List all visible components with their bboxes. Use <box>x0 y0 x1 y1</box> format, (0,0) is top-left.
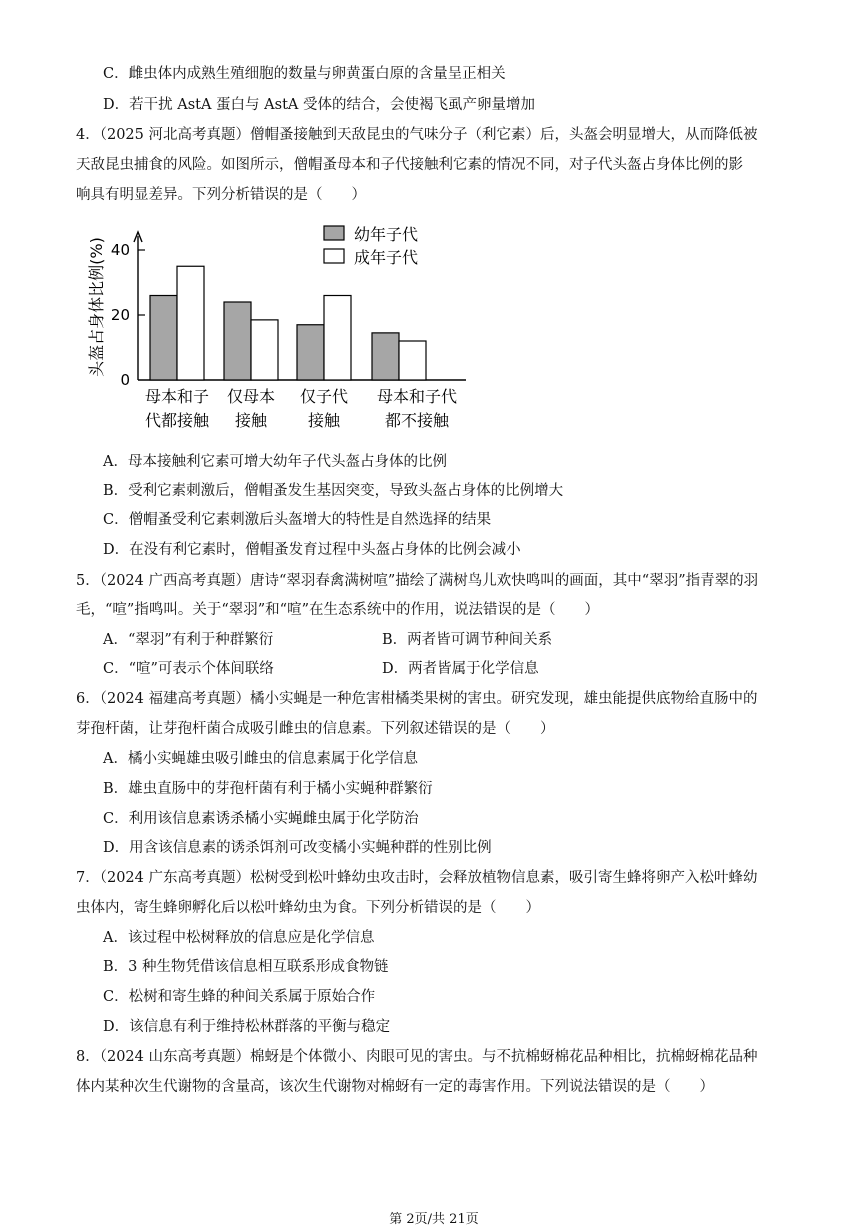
y-tick-label: 0 <box>120 371 130 389</box>
q7-stem-line2: 虫体内，寄生蜂卵孵化后以松叶蜂幼虫为食。下列分析错误的是（ ） <box>76 900 540 916</box>
q4-stem-line1: 4．（2025 河北高考真题）僧帽蚤接触到天敌昆虫的气味分子（利它素）后，头盔会明显增大，从而降低被 <box>76 127 758 143</box>
q4-option-a: A．母本接触利它素可增大幼年子代头盔占身体的比例 <box>103 454 447 470</box>
q5-stem-line1: 5．（2024 广西高考真题）唐诗“翠羽春禽满树喧”描绘了满树鸟儿欢快鸣叫的画面，其中“翠羽”指青翠的羽 <box>76 573 759 589</box>
x-tick-label: 母本和子 <box>144 387 210 406</box>
q6-option-a: A．橘小实蝇雄虫吸引雌虫的信息素属于化学信息 <box>103 751 418 767</box>
q7-option-d: D．该信息有利于维持松林群落的平衡与稳定 <box>103 1019 391 1035</box>
x-tick-label: 母本和子代 <box>376 387 458 406</box>
legend-swatch <box>324 249 344 263</box>
y-axis-label: 头盔占身体比例(%) <box>87 237 106 377</box>
q4-option-b: B．受利它素刺激后，僧帽蚤发生基因突变，导致头盔占身体的比例增大 <box>103 483 564 499</box>
prev-option-c: C．雌虫体内成熟生殖细胞的数量与卵黄蛋白原的含量呈正相关 <box>103 66 506 82</box>
q6-option-d: D．用含该信息素的诱杀饵剂可改变橘小实蝇种群的性别比例 <box>103 840 492 856</box>
q6-stem-line1: 6．（2024 福建高考真题）橘小实蝇是一种危害柑橘类果树的害虫。研究发现，雄虫能提供底物给直肠中的 <box>76 691 758 707</box>
x-tick-label: 代都接触 <box>144 411 210 430</box>
q7-option-b: B．3 种生物凭借该信息相互联系形成食物链 <box>103 959 389 975</box>
x-tick-label: 接触 <box>234 411 268 430</box>
legend-swatch <box>324 226 344 240</box>
bar-chart <box>76 218 476 443</box>
q8-stem-line2: 体内某种次生代谢物的含量高，该次生代谢物对棉蚜有一定的毒害作用。下列说法错误的是（ ） <box>76 1079 714 1095</box>
q5-option-d: D．两者皆属于化学信息 <box>382 661 539 677</box>
q6-stem-line2: 芽孢杆菌，让芽孢杆菌合成吸引雌虫的信息素。下列叙述错误的是（ ） <box>76 721 555 737</box>
y-tick-label: 20 <box>110 306 130 324</box>
q8-stem-line1: 8．（2024 山东高考真题）棉蚜是个体微小、肉眼可见的害虫。与不抗棉蚜棉花品种相比，抗棉蚜棉花品种 <box>76 1049 758 1065</box>
x-tick-label: 仅子代 <box>299 387 349 406</box>
legend-label: 成年子代 <box>354 248 419 267</box>
bar-juvenile <box>297 325 324 380</box>
q5-option-b: B．两者皆可调节种间关系 <box>382 632 553 648</box>
q4-stem-line3: 响具有明显差异。下列分析错误的是（ ） <box>76 187 366 203</box>
q6-option-c: C．利用该信息素诱杀橘小实蝇雌虫属于化学防治 <box>103 811 419 827</box>
bar-adult <box>324 296 351 381</box>
x-tick-label: 接触 <box>307 411 341 430</box>
q7-option-a: A．该过程中松树释放的信息应是化学信息 <box>103 930 375 946</box>
q5-option-a: A．“翠羽”有利于种群繁衍 <box>103 632 274 648</box>
bar-juvenile <box>372 333 399 380</box>
x-tick-label: 仅母本 <box>226 387 276 406</box>
q7-stem-line1: 7．（2024 广东高考真题）松树受到松叶蜂幼虫攻击时，会释放植物信息素，吸引寄生蜂将卵产入松叶蜂幼 <box>76 870 758 886</box>
q7-option-c: C．松树和寄生蜂的种间关系属于原始合作 <box>103 989 376 1005</box>
bar-juvenile <box>224 302 251 380</box>
prev-option-d: D．若干扰 AstA 蛋白与 AstA 受体的结合，会使褐飞虱产卵量增加 <box>103 97 535 113</box>
q5-stem-line2: 毛，“喧”指鸣叫。关于“翠羽”和“喧”在生态系统中的作用，说法错误的是（ ） <box>76 602 599 618</box>
q4-stem-line2: 天敌昆虫捕食的风险。如图所示，僧帽蚤母本和子代接触利它素的情况不同，对子代头盔占身体比例的影 <box>76 157 743 173</box>
y-tick-label: 40 <box>110 241 130 259</box>
bar-adult <box>177 266 204 380</box>
q4-option-c: C．僧帽蚤受利它素刺激后头盔增大的特性是自然选择的结果 <box>103 512 492 528</box>
page-footer: 第 2页/共 21页 <box>389 1212 479 1227</box>
bar-juvenile <box>150 296 177 381</box>
q6-option-b: B．雄虫直肠中的芽孢杆菌有利于橘小实蝇种群繁衍 <box>103 781 433 797</box>
x-tick-label: 都不接触 <box>384 411 450 430</box>
legend-label: 幼年子代 <box>354 225 419 244</box>
bar-adult <box>251 320 278 380</box>
q5-option-c: C．“喧”可表示个体间联络 <box>103 661 274 677</box>
bar-adult <box>399 341 426 380</box>
q4-option-d: D．在没有利它素时，僧帽蚤发育过程中头盔占身体的比例会减小 <box>103 542 521 558</box>
